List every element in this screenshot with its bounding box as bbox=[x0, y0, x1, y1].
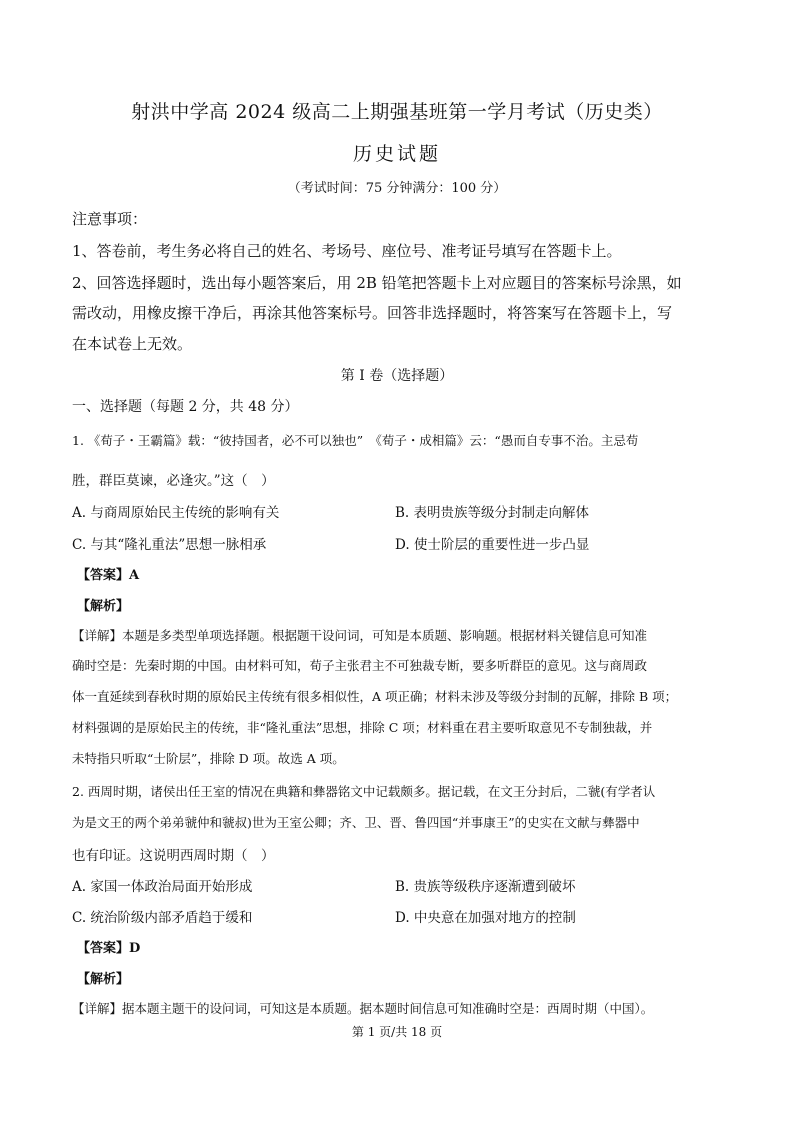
q2-stem-line-2: 为是文王的两个弟弟虢仲和虢叔)世为王室公卿；齐、卫、晋、鲁四国“并事康王”的史实在文献与彝器中 bbox=[72, 815, 640, 830]
q2-option-b: B. 贵族等级秩序逐渐遭到破坏 bbox=[395, 879, 576, 895]
q2-analysis-label: 【解析】 bbox=[77, 972, 130, 987]
part-heading: 一、选择题（每题 2 分，共 48 分） bbox=[72, 399, 299, 415]
notice-item-2-line-2: 需改动，用橡皮擦干净后，再涂其他答案标号。回答非选择题时，将答案写在答题卡上，写 bbox=[72, 304, 673, 322]
q1-detail-line-2: 确时空是：先秦时期的中国。由材料可知，荀子主张君主不可独裁专断，要多听群臣的意见。这与商周政 bbox=[72, 658, 648, 673]
exam-title: 射洪中学高 2024 级高二上期强基班第一学月考试（历史类） bbox=[131, 101, 663, 123]
q1-detail-line-4: 材料强调的是原始民主的传统，非“隆礼重法”思想，排除 C 项；材料重在君主要听取意见不专制独裁，并 bbox=[72, 720, 653, 735]
exam-subtitle: 历史试题 bbox=[352, 143, 441, 165]
q1-answer: 【答案】A bbox=[77, 568, 140, 583]
q2-answer: 【答案】D bbox=[77, 941, 141, 956]
q1-detail-line-1: 【详解】本题是多类型单项选择题。根据题干设问词，可知是本质题、影响题。根据材料关键信息可知准 bbox=[72, 628, 648, 643]
q2-stem-line-3: 也有印证。这说明西周时期（ ） bbox=[72, 848, 275, 864]
q1-option-d: D. 使士阶层的重要性进一步凸显 bbox=[395, 537, 590, 553]
q2-option-d: D. 中央意在加强对地方的控制 bbox=[395, 910, 576, 926]
q2-option-a: A. 家国一体政治局面开始形成 bbox=[72, 879, 253, 895]
q1-stem-line-1: 1. 《荀子・王霸篇》载：“彼持国者，必不可以独也” 《荀子・成相篇》云：“愚而自专事不治。主忌苟 bbox=[72, 433, 639, 448]
q1-analysis-label: 【解析】 bbox=[77, 599, 130, 614]
q1-detail-line-3: 体一直延续到春秋时期的原始民主传统有很多相似性，A 项正确；材料未涉及等级分封制的瓦解，排除 B 项； bbox=[72, 689, 678, 704]
q1-detail-line-5: 未特指只听取“士阶层”，排除 D 项。故选 A 项。 bbox=[72, 751, 345, 766]
volume-heading: 第 I 卷（选择题） bbox=[340, 368, 454, 384]
notice-heading: 注意事项： bbox=[72, 210, 148, 228]
notice-item-2-line-1: 2、回答选择题时，选出每小题答案后，用 2B 铅笔把答题卡上对应题目的答案标号涂黑，如 bbox=[72, 274, 682, 292]
q2-option-c: C. 统治阶级内部矛盾趋于缓和 bbox=[72, 910, 253, 926]
q1-option-b: B. 表明贵族等级分封制走向解体 bbox=[395, 505, 590, 521]
exam-time-note: （考试时间：75 分钟满分：100 分） bbox=[287, 181, 507, 196]
q2-stem-line-1: 2. 西周时期，诸侯出任王室的情况在典籍和彝器铭文中记载颇多。据记载，在文王分封后，二虢(有学者认 bbox=[72, 784, 656, 799]
q1-option-c: C. 与其“隆礼重法”思想一脉相承 bbox=[72, 537, 267, 553]
q2-detail-line-1: 【详解】据本题主题干的设问词，可知这是本质题。据本题时间信息可知准确时空是：西周时期（中国）。 bbox=[72, 1001, 654, 1016]
notice-item-1: 1、答卷前，考生务必将自己的姓名、考场号、座位号、准考证号填写在答题卡上。 bbox=[72, 242, 622, 260]
page-number: 第 1 页/共 18 页 bbox=[351, 1025, 443, 1039]
q1-stem-line-2: 胜，群臣莫谏，必逢灾。”这（ ） bbox=[72, 473, 275, 489]
notice-item-2-line-3: 在本试卷上无效。 bbox=[72, 335, 193, 353]
q1-option-a: A. 与商周原始民主传统的影响有关 bbox=[72, 505, 280, 521]
